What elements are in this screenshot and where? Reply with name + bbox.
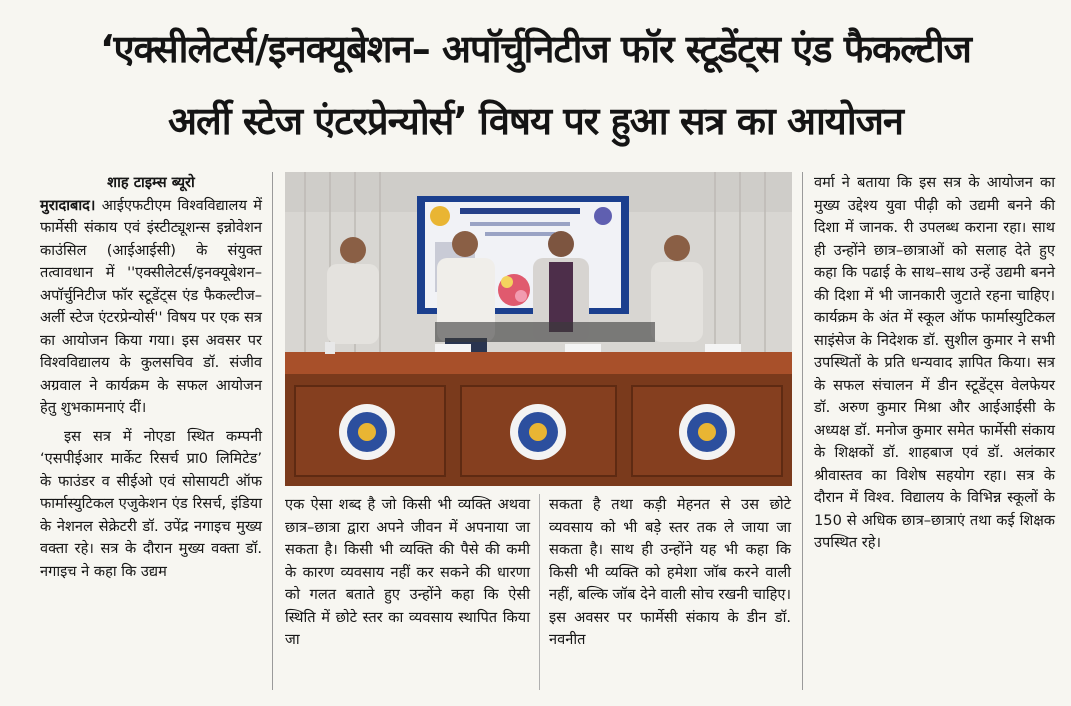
paragraph-text: आईएफटीएम विश्वविद्यालय में फार्मेसी संकाय एवं इंस्टीट्यूशन्स इन्नोवेशन काउंसिल (आईआईसी) के संयुक्त तत्वावधान में ''एक्सीलेटर्स/इनक्यूबेशन– अपॉर्चुनिटीज फॉर स्टूडेंट्स एंड फैकल्टीज– अर्ली स्टेज एंटरप्रेन्योर्स'' विषय पर एक सत्र का आयोजन किया गया। इस अवसर पर विश्वविद्यालय के कुलसचिव डॉ. संजीव अग्रवाल ने कार्यक्रम के सफल आयोजन हेतु शुभकामनाएं दीं। xyxy=(40,196,263,416)
article-column-4: वर्मा ने बताया कि इस सत्र के आयोजन का मुख्य उद्देश्य युवा पीढ़ी को उद्यमी बनने की दिशा में जानक. री उपलब्ध कराना रहा। साथ ही उन्होंने छात्र–छात्राओं को सलाह देते हुए कहा कि पढाई के साथ–साथ उन्हें उद्यमी बनने की दिशा में भी जानकारी जुटाते रहना चाहिए। कार्यक्रम के अंत में स्कूल ऑफ फार्मास्युटिकल साइंसेज के निदेशक डॉ. सुशील कुमार ने सभी उपस्थितों के प्रति धन्यवाद ज्ञापित किया। सत्र के सफल संचालन में डीन स्टूडेंट्स वेलफेयर डॉ. अरुण कुमार मिश्रा और आईआईसी के अध्यक्ष डॉ. मनोज कुमार समेत फार्मेसी संकाय के शिक्षकों डॉ. शाहबाज एवं डॉ. अलंकार श्रीवास्तव का विशेष सहयोग रहा। सत्र के दौरान में विश्व. विद्यालय के विभिन्न स्कूलों के 150 से अधिक छात्र–छात्राएं तथा कई शिक्षक उपस्थित रहे। xyxy=(814,174,1055,551)
university-emblem xyxy=(339,404,395,460)
article-column-2: एक ऐसा शब्द है जो किसी भी व्यक्ति अथवा छात्र–छात्रा द्वारा अपने जीवन में अपनाया जा सकता है। किसी भी व्यक्ति की पैसे की कमी के कारण व्यवसाय नहीं कर सकने की धारणा को गलत बताते हुए उन्होंने कहा कि ऐसी स्थिति में छोटे स्तर का व्यवसाय स्थापित किया जा xyxy=(285,496,530,648)
dateline: मुरादाबाद। xyxy=(40,196,96,214)
article-column-3: सकता है तथा कड़ी मेहनत से उस छोटे व्यवसाय को भी बड़ेे स्तर तक ले जाया जा सकता है। साथ ही उन्होंने यह भी कहा कि किसी भी व्यक्ति को हमेशा जॉब करने वाली नहीं, बल्कि जॉब देने वाली सोच रखनी चाहिए। इस अवसर पर फार्मेसी संकाय के डीन डॉ. नवनीत xyxy=(549,496,791,648)
byline: शाह टाइम्स ब्यूरो xyxy=(107,174,195,191)
university-emblem xyxy=(679,404,735,460)
table-top xyxy=(285,352,792,374)
column-divider xyxy=(802,172,803,690)
headline-line-2: अर्ली स्टेज एंटरप्रेन्योर्स’ विषय पर हुआ सत्र का आयोजन xyxy=(168,99,903,143)
article-paragraph: इस सत्र में नोएडा स्थित कम्पनी ‘एसपीईआर मार्केट रिसर्च प्रा0 लिमिटेड’ के फाउंडर व सीईओ एवं सोसायटी ऑफ फार्मास्युटिकल एजुकेशन एंड रिसर्च, इंडिया के नेशनल सेक्रेटरी डॉ. उपेंद्र नगाइच मुख्य वक्ता रहे। सत्र के दौरान मुख्य वक्ता डॉ. नगाइच ने कहा कि उद्यम xyxy=(40,427,262,580)
article-paragraph xyxy=(40,195,262,420)
event-photo xyxy=(285,172,792,486)
headline-line-1: ‘एक्सीलेटर्स/इनक्यूबेशन– अपॉर्चुनिटीज फॉर स्टूडेंट्स एंड फैकल्टीज xyxy=(100,27,971,71)
column-divider xyxy=(272,172,273,690)
article-column-1 xyxy=(40,172,262,583)
university-emblem xyxy=(510,404,566,460)
column-divider xyxy=(539,494,540,690)
